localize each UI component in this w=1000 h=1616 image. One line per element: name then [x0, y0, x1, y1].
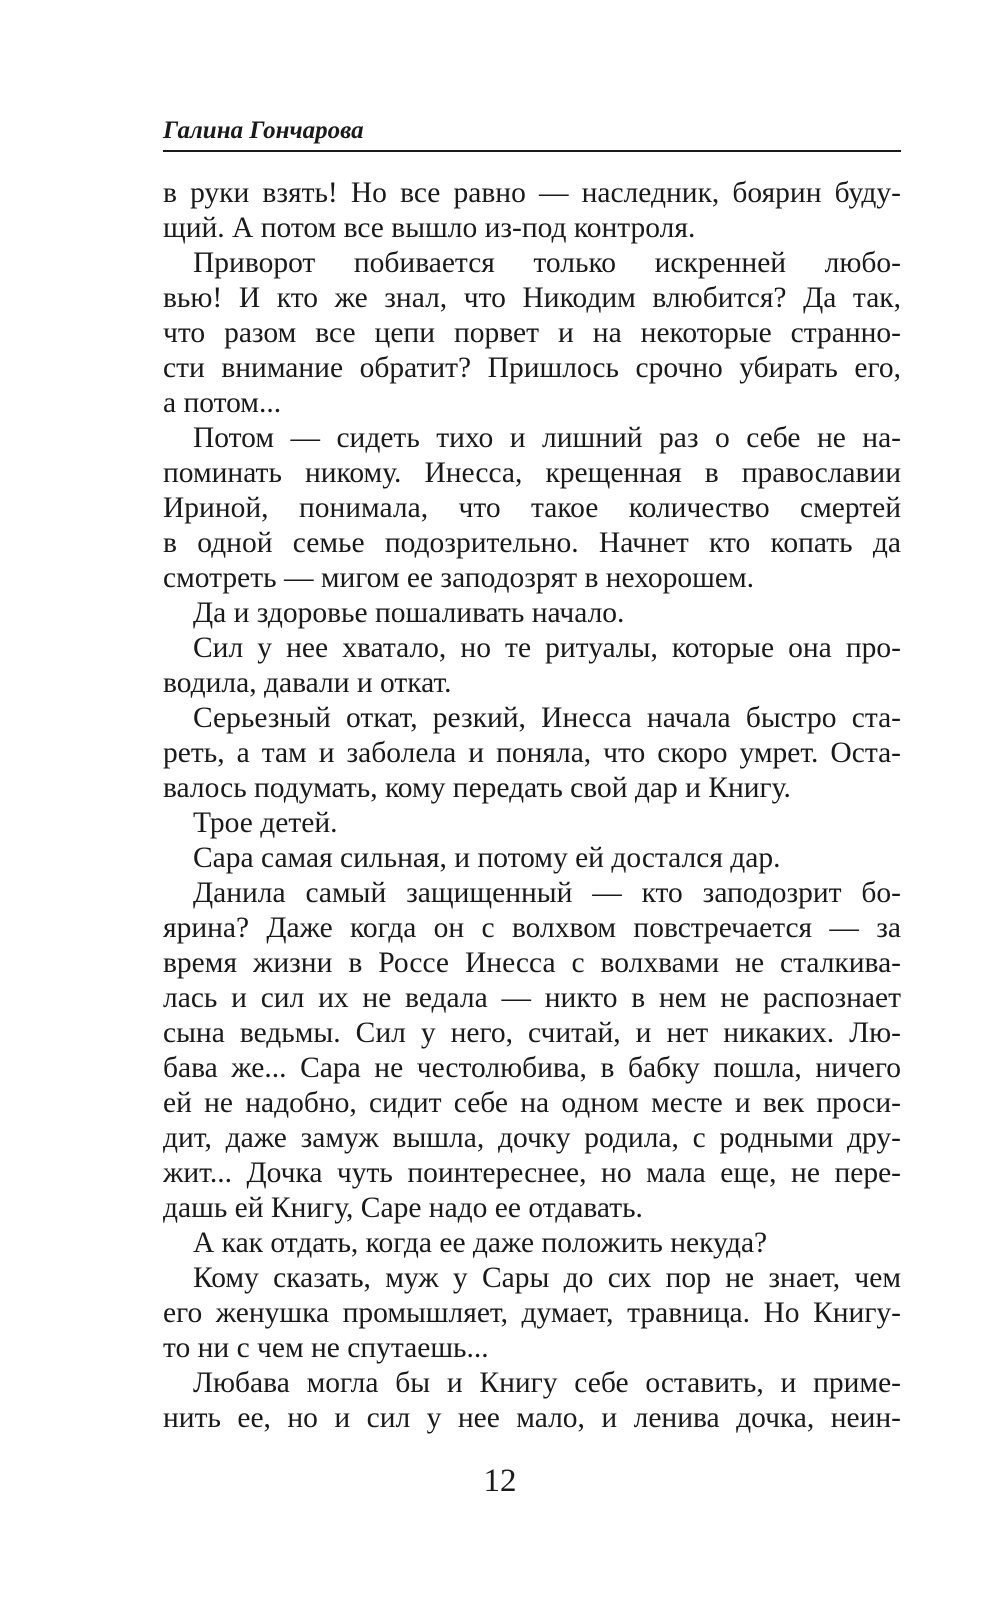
text-line: время жизни в Россе Инесса с волхвами не сталкива- [163, 947, 901, 979]
text-line: Приворот побивается только искренней любо- [193, 247, 901, 279]
text-line: дашь ей Книгу, Саре надо ее отдавать. [163, 1192, 643, 1224]
page-number: 12 [483, 1463, 517, 1499]
text-line: а потом... [163, 387, 282, 419]
text-line: Любава могла бы и Книгу себе оставить, и приме- [193, 1367, 901, 1399]
text-line: Сара самая сильная, и потому ей достался дар. [193, 842, 781, 874]
text-line: Да и здоровье пошаливать начало. [193, 597, 625, 629]
text-line: Трое детей. [193, 807, 338, 839]
text-line: что разом все цепи порвет и на некоторые странно- [163, 317, 901, 349]
text-line: Серьезный откат, резкий, Инесса начала быстро ста- [193, 702, 901, 734]
text-line: в руки взять! Но все равно — наследник, боярин буду- [163, 177, 901, 209]
text-line: смотреть — мигом ее заподозрят в нехорошем. [163, 562, 754, 594]
text-line: ей не надобно, сидит себе на одном месте и век проси- [163, 1087, 901, 1119]
text-line: бава же... Сара не честолюбива, в бабку пошла, ничего [163, 1052, 901, 1084]
text-line: сти внимание обратит? Пришлось срочно убирать его, [163, 352, 901, 384]
text-line: лась и сил их не ведала — никто в нем не распознает [163, 982, 901, 1014]
body-text [163, 176, 901, 1436]
text-line: Ириной, понимала, что такое количество смертей [163, 492, 901, 524]
text-line: Потом — сидеть тихо и лишний раз о себе не на- [193, 422, 901, 454]
text-line: Данила самый защищенный — кто заподозрит бо- [193, 877, 901, 909]
running-head-author: Галина Гончарова [163, 117, 364, 144]
text-line: поминать никому. Инесса, крещенная в православии [163, 457, 901, 489]
text-line: Кому сказать, муж у Сары до сих пор не знает, чем [193, 1262, 901, 1294]
text-line: нить ее, но и сил у нее мало, и ленива дочка, неин- [163, 1402, 901, 1434]
text-line: щий. А потом все вышло из-под контроля. [163, 212, 696, 244]
text-line: ярина? Даже когда он с волхвом повстречается — за [163, 912, 901, 944]
text-line: Сил у нее хватало, но те ритуалы, которые она про- [193, 632, 901, 664]
text-line: реть, а там и заболела и поняла, что скоро умрет. Оста- [163, 737, 901, 769]
text-line: жит... Дочка чуть поинтереснее, но мала еще, не пере- [163, 1157, 901, 1189]
text-line: вью! И кто же знал, что Никодим влюбится? Да так, [163, 282, 901, 314]
text-line: в одной семье подозрительно. Начнет кто копать да [163, 527, 901, 559]
text-line: водила, давали и откат. [163, 667, 452, 699]
text-line: сына ведьмы. Сил у него, считай, и нет никаких. Лю- [163, 1017, 901, 1049]
text-line: А как отдать, когда ее даже положить некуда? [193, 1227, 768, 1259]
text-line: дит, даже замуж вышла, дочку родила, с родными дру- [163, 1122, 901, 1154]
header-rule [163, 150, 901, 152]
text-line: его женушка промышляет, думает, травница. Но Книгу- [163, 1297, 901, 1329]
text-line: валось подумать, кому передать свой дар и Книгу. [163, 772, 791, 804]
text-line: то ни с чем не спутаешь... [163, 1332, 489, 1364]
